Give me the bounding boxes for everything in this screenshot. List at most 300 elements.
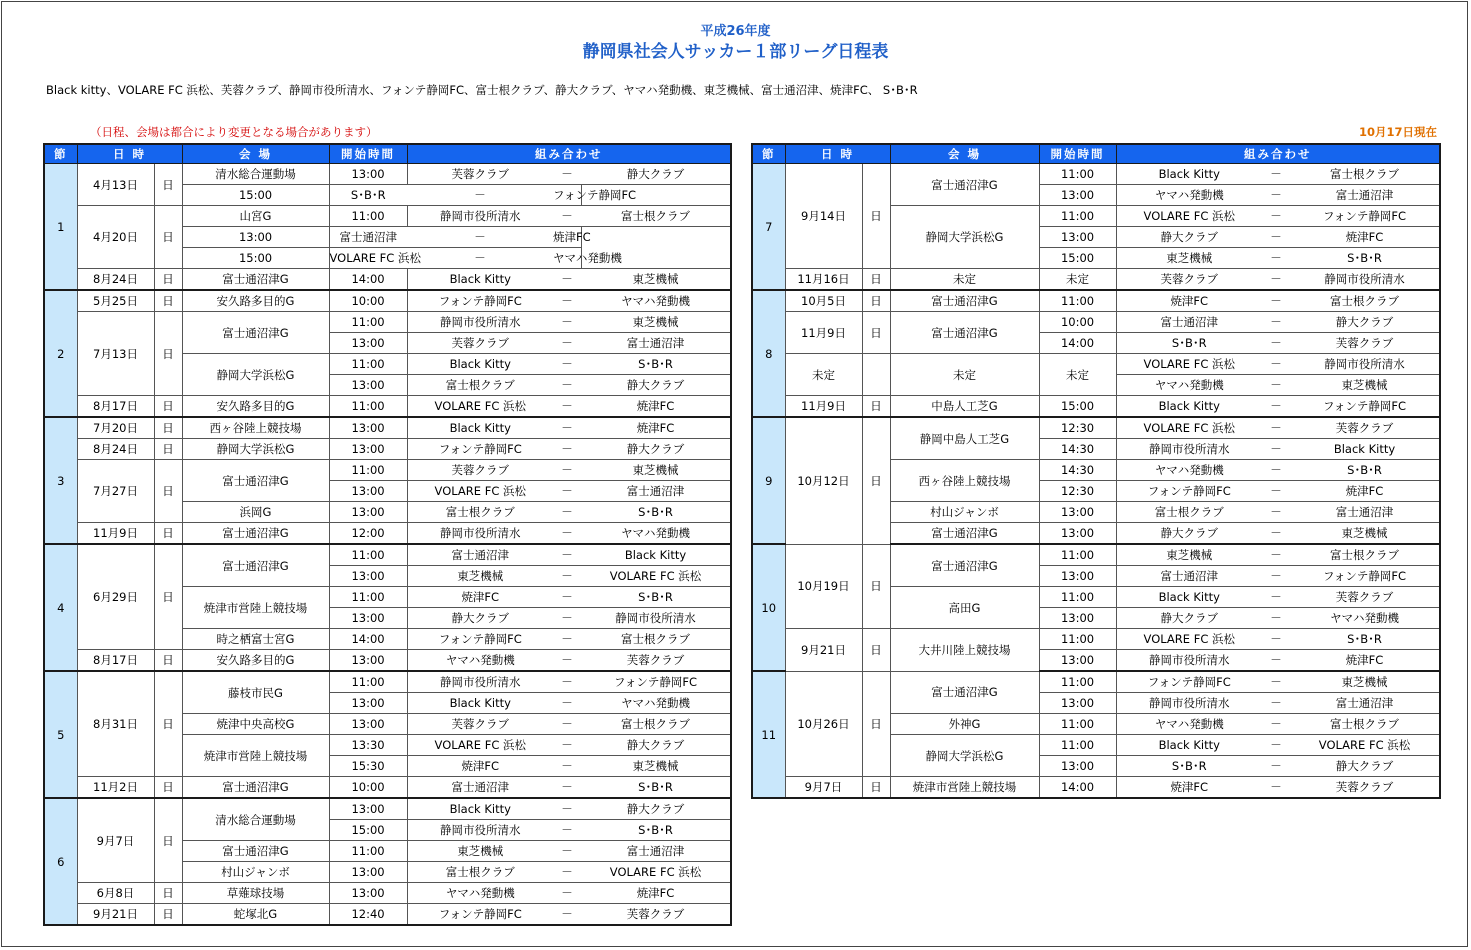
versus-dash: － [553,798,581,820]
match-day: 日 [154,798,182,883]
kickoff-time: 15:00 [329,820,407,841]
home-team: フォンテ静岡FC [407,439,553,460]
match-venue: 富士通沼津G [182,544,329,587]
round-number: 3 [44,417,77,544]
home-team: VOLARE FC 浜松 [1116,354,1262,375]
match-row [44,396,731,418]
kickoff-time: 11:00 [329,396,407,418]
match-day: 日 [154,650,182,672]
kickoff-time: 11:00 [329,312,407,333]
kickoff-time: 12:00 [329,523,407,545]
home-team: 静岡市役所清水 [407,312,553,333]
kickoff-time: 11:00 [1039,735,1116,756]
match-date: 9月7日 [785,777,862,799]
versus-dash: － [553,164,581,185]
match-day: 日 [862,290,890,312]
versus-dash: － [1262,439,1290,460]
versus-dash: － [1262,608,1290,629]
kickoff-time: 14:00 [329,629,407,650]
home-team: 静岡市役所清水 [407,671,553,693]
away-team: ヤマハ発動機 [581,523,731,545]
season-label: 平成26年度 [700,24,771,39]
away-team: 静大クラブ [581,439,731,460]
kickoff-time: 11:00 [329,587,407,608]
home-team: 静岡市役所清水 [407,820,553,841]
home-team: 富士根クラブ [407,375,553,396]
away-team: フォンテ静岡FC [581,671,731,693]
match-venue: 時之栖富士宮G [182,629,329,650]
match-day: 日 [154,460,182,523]
match-date: 9月7日 [77,798,154,883]
home-team: VOLARE FC 浜松 [407,481,553,502]
kickoff-time: 13:00 [1039,756,1116,777]
away-team: 焼津FC [1290,227,1440,248]
match-venue: 蛇塚北G [182,904,329,926]
schedule-table-left [43,143,732,926]
home-team: 富士通沼津 [407,544,553,566]
versus-dash: － [553,714,581,735]
away-team: 富士根クラブ [1290,544,1440,566]
match-day: 日 [154,417,182,439]
versus-dash: － [1262,375,1290,396]
match-row [44,439,731,460]
kickoff-time: 13:00 [182,227,329,248]
away-team: 芙蓉クラブ [581,904,731,926]
home-team: フォンテ静岡FC [407,629,553,650]
away-team: 焼津FC [1290,650,1440,672]
match-row [44,312,731,333]
home-team: Black Kitty [1116,587,1262,608]
match-venue: 富士通沼津G [182,523,329,545]
match-venue: 富士通沼津G [182,841,329,862]
home-team: 焼津FC [1116,777,1262,799]
versus-dash: － [553,904,581,926]
match-date: 9月21日 [785,629,862,672]
match-row [44,523,731,545]
kickoff-time: 13:00 [1039,693,1116,714]
home-team: Black Kitty [407,269,553,291]
home-team: 静大クラブ [407,608,553,629]
match-row [752,164,1440,185]
home-team: 静岡市役所清水 [407,523,553,545]
away-team: 静大クラブ [581,798,731,820]
kickoff-time: 12:30 [1039,481,1116,502]
versus-dash: － [1262,587,1290,608]
home-team: Black Kitty [1116,396,1262,418]
versus-dash: － [553,439,581,460]
home-team: Black Kitty [1116,735,1262,756]
match-date: 9月21日 [77,904,154,926]
home-team: 東芝機械 [1116,544,1262,566]
versus-dash: － [553,693,581,714]
match-day: 日 [862,671,890,777]
home-team: 芙蓉クラブ [407,333,553,354]
versus-dash: － [1262,481,1290,502]
away-team: 焼津FC [581,883,731,904]
versus-dash: － [553,206,581,227]
home-team: フォンテ静岡FC [1116,481,1262,502]
away-team: 芙蓉クラブ [1290,587,1440,608]
versus-dash: － [553,417,581,439]
match-venue: 富士通沼津G [890,671,1039,714]
match-row [752,269,1440,291]
home-team: VOLARE FC 浜松 [329,248,407,269]
match-day: 日 [154,671,182,777]
match-venue: 西ヶ谷陸上競技場 [890,460,1039,502]
away-team: 富士通沼津 [1290,185,1440,206]
home-team: 静大クラブ [1116,227,1262,248]
match-row [44,460,731,481]
away-team: ヤマハ発動機 [1290,608,1440,629]
away-team: 静大クラブ [581,375,731,396]
versus-dash: － [1262,735,1290,756]
match-venue: 未定 [890,354,1039,396]
versus-dash: － [553,608,581,629]
home-team: VOLARE FC 浜松 [1116,629,1262,650]
match-day: 日 [154,904,182,926]
away-team: 東芝機械 [581,460,731,481]
match-venue: 富士通沼津G [890,290,1039,312]
match-row [752,417,1440,439]
match-venue: 静岡大学浜松G [182,354,329,396]
versus-dash: － [1262,333,1290,354]
change-notice: （日程、会場は都合により変更となる場合があります） [90,125,378,139]
versus-dash: － [1262,312,1290,333]
kickoff-time: 13:30 [329,735,407,756]
versus-dash: － [553,544,581,566]
match-venue: 村山ジャンボ [182,862,329,883]
away-team: 静大クラブ [1290,756,1440,777]
venue-header: 会 場 [890,144,1039,164]
away-team: 東芝機械 [581,756,731,777]
match-row [752,396,1440,418]
away-team: S･B･R [1290,248,1440,269]
home-team: フォンテ静岡FC [1116,671,1262,693]
kickoff-time: 13:00 [329,798,407,820]
match-day: 日 [862,396,890,418]
away-team: 東芝機械 [581,269,731,291]
home-team: 東芝機械 [407,566,553,587]
match-date: 5月25日 [77,290,154,312]
kickoff-time: 13:00 [1039,650,1116,672]
kickoff-time: 13:00 [329,862,407,883]
kickoff-time: 13:00 [329,333,407,354]
kickoff-time: 13:00 [1039,502,1116,523]
kickoff-time: 13:00 [329,417,407,439]
match-day: 日 [862,777,890,799]
home-team: Black Kitty [407,354,553,375]
home-team: ヤマハ発動機 [1116,375,1262,396]
away-team: Black Kitty [581,544,731,566]
kickoff-time: 10:00 [329,777,407,799]
match-date: 10月5日 [785,290,862,312]
kickoff-time: 13:00 [1039,227,1116,248]
versus-dash: － [553,566,581,587]
match-date: 7月20日 [77,417,154,439]
match-row [44,417,731,439]
round-number: 10 [752,544,785,671]
match-venue: 安久路多目的G [182,396,329,418]
match-date: 8月31日 [77,671,154,777]
versus-dash: － [1262,650,1290,672]
home-team: ヤマハ発動機 [1116,714,1262,735]
versus-dash: － [553,502,581,523]
versus-dash: － [553,523,581,545]
versus-dash: － [1262,693,1290,714]
home-team: S･B･R [1116,333,1262,354]
away-team: 静大クラブ [581,164,731,185]
away-team: ヤマハ発動機 [553,248,581,269]
match-venue: 未定 [890,269,1039,291]
versus-dash: － [1262,502,1290,523]
versus-dash: － [553,587,581,608]
versus-dash: － [1262,756,1290,777]
away-team: 焼津FC [553,227,581,248]
away-team: 静岡市役所清水 [1290,269,1440,291]
match-row [752,671,1440,693]
kickoff-time: 13:00 [1039,523,1116,545]
away-team: VOLARE FC 浜松 [1290,735,1440,756]
versus-dash: － [553,290,581,312]
versus-dash: － [1262,354,1290,375]
match-day: 日 [862,312,890,354]
match-date: 10月26日 [785,671,862,777]
versus-dash: － [553,460,581,481]
kickoff-time: 13:00 [1039,185,1116,206]
match-venue: 富士通沼津G [182,777,329,799]
match-date: 7月27日 [77,460,154,523]
home-team: VOLARE FC 浜松 [407,735,553,756]
home-team: Black Kitty [407,417,553,439]
match-date: 8月24日 [77,269,154,291]
home-team: VOLARE FC 浜松 [407,396,553,418]
home-team: VOLARE FC 浜松 [1116,206,1262,227]
kickoff-time: 12:30 [1039,417,1116,439]
away-team: 芙蓉クラブ [581,650,731,672]
away-team: 東芝機械 [1290,523,1440,545]
match-venue: 富士通沼津G [890,523,1039,545]
home-team: 静岡市役所清水 [1116,693,1262,714]
kickoff-time: 11:00 [1039,544,1116,566]
match-venue: 西ヶ谷陸上競技場 [182,417,329,439]
away-team: 富士通沼津 [581,841,731,862]
round-number: 7 [752,164,785,291]
kickoff-time: 11:00 [329,544,407,566]
home-team: Black Kitty [1116,164,1262,185]
kickoff-time: 13:00 [329,693,407,714]
away-team: 静大クラブ [1290,312,1440,333]
versus-dash: － [1262,417,1290,439]
kickoff-time: 未定 [1039,269,1116,291]
match-day: 日 [154,523,182,545]
versus-dash: － [553,756,581,777]
home-team: 富士通沼津 [1116,312,1262,333]
match-date: 6月29日 [77,544,154,650]
match-row [44,269,731,291]
home-team: ヤマハ発動機 [1116,185,1262,206]
home-team: Black Kitty [407,693,553,714]
match-venue: 安久路多目的G [182,650,329,672]
date-header: 日 時 [77,144,182,164]
match-row [752,312,1440,333]
kickoff-time: 11:00 [1039,714,1116,735]
away-team: 静岡市役所清水 [581,608,731,629]
match-date: 10月19日 [785,544,862,629]
versus-dash: － [1262,396,1290,418]
match-venue: 富士通沼津G [182,312,329,354]
match-venue: 外神G [890,714,1039,735]
kickoff-time: 14:30 [1039,460,1116,481]
versus-dash: － [553,269,581,291]
home-team: ヤマハ発動機 [1116,460,1262,481]
kickoff-time: 11:00 [1039,206,1116,227]
match-venue: 焼津中央高校G [182,714,329,735]
match-venue: 藤枝市民G [182,671,329,714]
home-team: 芙蓉クラブ [407,164,553,185]
home-team: 焼津FC [1116,290,1262,312]
home-team: ヤマハ発動機 [407,650,553,672]
kickoff-time: 14:00 [1039,333,1116,354]
kickoff-time: 11:00 [329,841,407,862]
match-day: 日 [862,269,890,291]
kickoff-time: 14:00 [1039,777,1116,799]
match-venue: 富士通沼津G [182,460,329,502]
versus-dash: － [1262,629,1290,650]
match-day: 日 [862,417,890,544]
versus-dash: － [553,481,581,502]
away-team: 富士根クラブ [581,714,731,735]
match-day: 日 [862,544,890,629]
versus-dash: － [553,883,581,904]
home-team: S･B･R [1116,756,1262,777]
home-team: 静大クラブ [1116,608,1262,629]
kickoff-time: 10:00 [329,290,407,312]
kickoff-time: 11:00 [1039,587,1116,608]
match-date: 11月9日 [785,312,862,354]
versus-dash: － [1262,248,1290,269]
versus-dash: － [553,650,581,672]
schedule-table-right [751,143,1441,799]
home-team: 富士通沼津 [1116,566,1262,587]
match-row [44,206,731,227]
match-venue: 安久路多目的G [182,290,329,312]
home-team: 富士通沼津 [329,227,407,248]
away-team: 富士根クラブ [581,206,731,227]
match-row [752,354,1440,375]
versus-dash: － [407,227,553,248]
kickoff-time: 11:00 [1039,629,1116,650]
round-number: 6 [44,798,77,925]
away-team: S･B･R [1290,629,1440,650]
versus-dash: － [1262,544,1290,566]
versus-dash: － [1262,566,1290,587]
versus-dash: － [553,312,581,333]
home-team: 芙蓉クラブ [407,714,553,735]
date-header: 日 時 [785,144,890,164]
away-team: 焼津FC [581,417,731,439]
kickoff-time: 13:00 [329,164,407,185]
away-team: Black Kitty [1290,439,1440,460]
kickoff-time: 11:00 [1039,164,1116,185]
away-team: S･B･R [1290,460,1440,481]
match-row [44,650,731,672]
match-date: 8月17日 [77,396,154,418]
kickoff-time: 11:00 [1039,671,1116,693]
round-number: 4 [44,544,77,671]
home-team: VOLARE FC 浜松 [1116,417,1262,439]
away-team: VOLARE FC 浜松 [581,566,731,587]
home-team: ヤマハ発動機 [407,883,553,904]
match-venue: 高田G [890,587,1039,629]
away-team: 東芝機械 [1290,375,1440,396]
versus-dash: － [553,333,581,354]
versus-dash: － [1262,269,1290,291]
versus-dash: － [1262,227,1290,248]
match-date: 4月20日 [77,206,154,269]
match-row [44,777,731,799]
kickoff-time: 15:00 [1039,248,1116,269]
match-row [44,904,731,926]
versus-dash: － [553,841,581,862]
home-team: 富士通沼津 [407,777,553,799]
home-team: 静岡市役所清水 [1116,439,1262,460]
away-team: 富士通沼津 [581,333,731,354]
away-team: 静岡市役所清水 [1290,354,1440,375]
away-team: ヤマハ発動機 [581,693,731,714]
away-team: 富士根クラブ [1290,164,1440,185]
match-date: 8月17日 [77,650,154,672]
match-venue: 村山ジャンボ [890,502,1039,523]
round-number: 8 [752,290,785,417]
kickoff-time: 13:00 [329,883,407,904]
match-header: 組み合わせ [1116,144,1440,164]
round-header: 節 [44,144,77,164]
kickoff-time: 15:30 [329,756,407,777]
match-day [862,354,890,396]
match-day: 日 [154,164,182,206]
away-team: 富士通沼津 [1290,502,1440,523]
kickoff-time: 13:00 [329,566,407,587]
round-number: 9 [752,417,785,544]
match-date: 10月12日 [785,417,862,544]
versus-dash: － [1262,460,1290,481]
match-date: 11月2日 [77,777,154,799]
match-venue: 山宮G [182,206,329,227]
match-date: 11月9日 [785,396,862,418]
versus-dash: － [1262,185,1290,206]
kickoff-time: 13:00 [329,650,407,672]
match-venue: 静岡大学浜松G [890,206,1039,269]
away-team: 静大クラブ [581,735,731,756]
away-team: 芙蓉クラブ [1290,777,1440,799]
kickoff-time: 13:00 [329,714,407,735]
kickoff-time: 13:00 [329,481,407,502]
away-team: 富士根クラブ [1290,714,1440,735]
away-team: 芙蓉クラブ [1290,417,1440,439]
match-venue: 焼津市営陸上競技場 [890,777,1039,799]
match-row [44,671,731,693]
kickoff-time: 15:00 [1039,396,1116,418]
kickoff-time: 13:00 [329,608,407,629]
away-team: フォンテ静岡FC [1290,396,1440,418]
away-team: 東芝機械 [581,312,731,333]
home-team: 富士根クラブ [407,502,553,523]
home-team: 静大クラブ [1116,523,1262,545]
match-row [752,777,1440,799]
kickoff-time: 14:00 [329,269,407,291]
kickoff-time: 15:00 [182,185,329,206]
match-venue: 大井川陸上競技場 [890,629,1039,672]
